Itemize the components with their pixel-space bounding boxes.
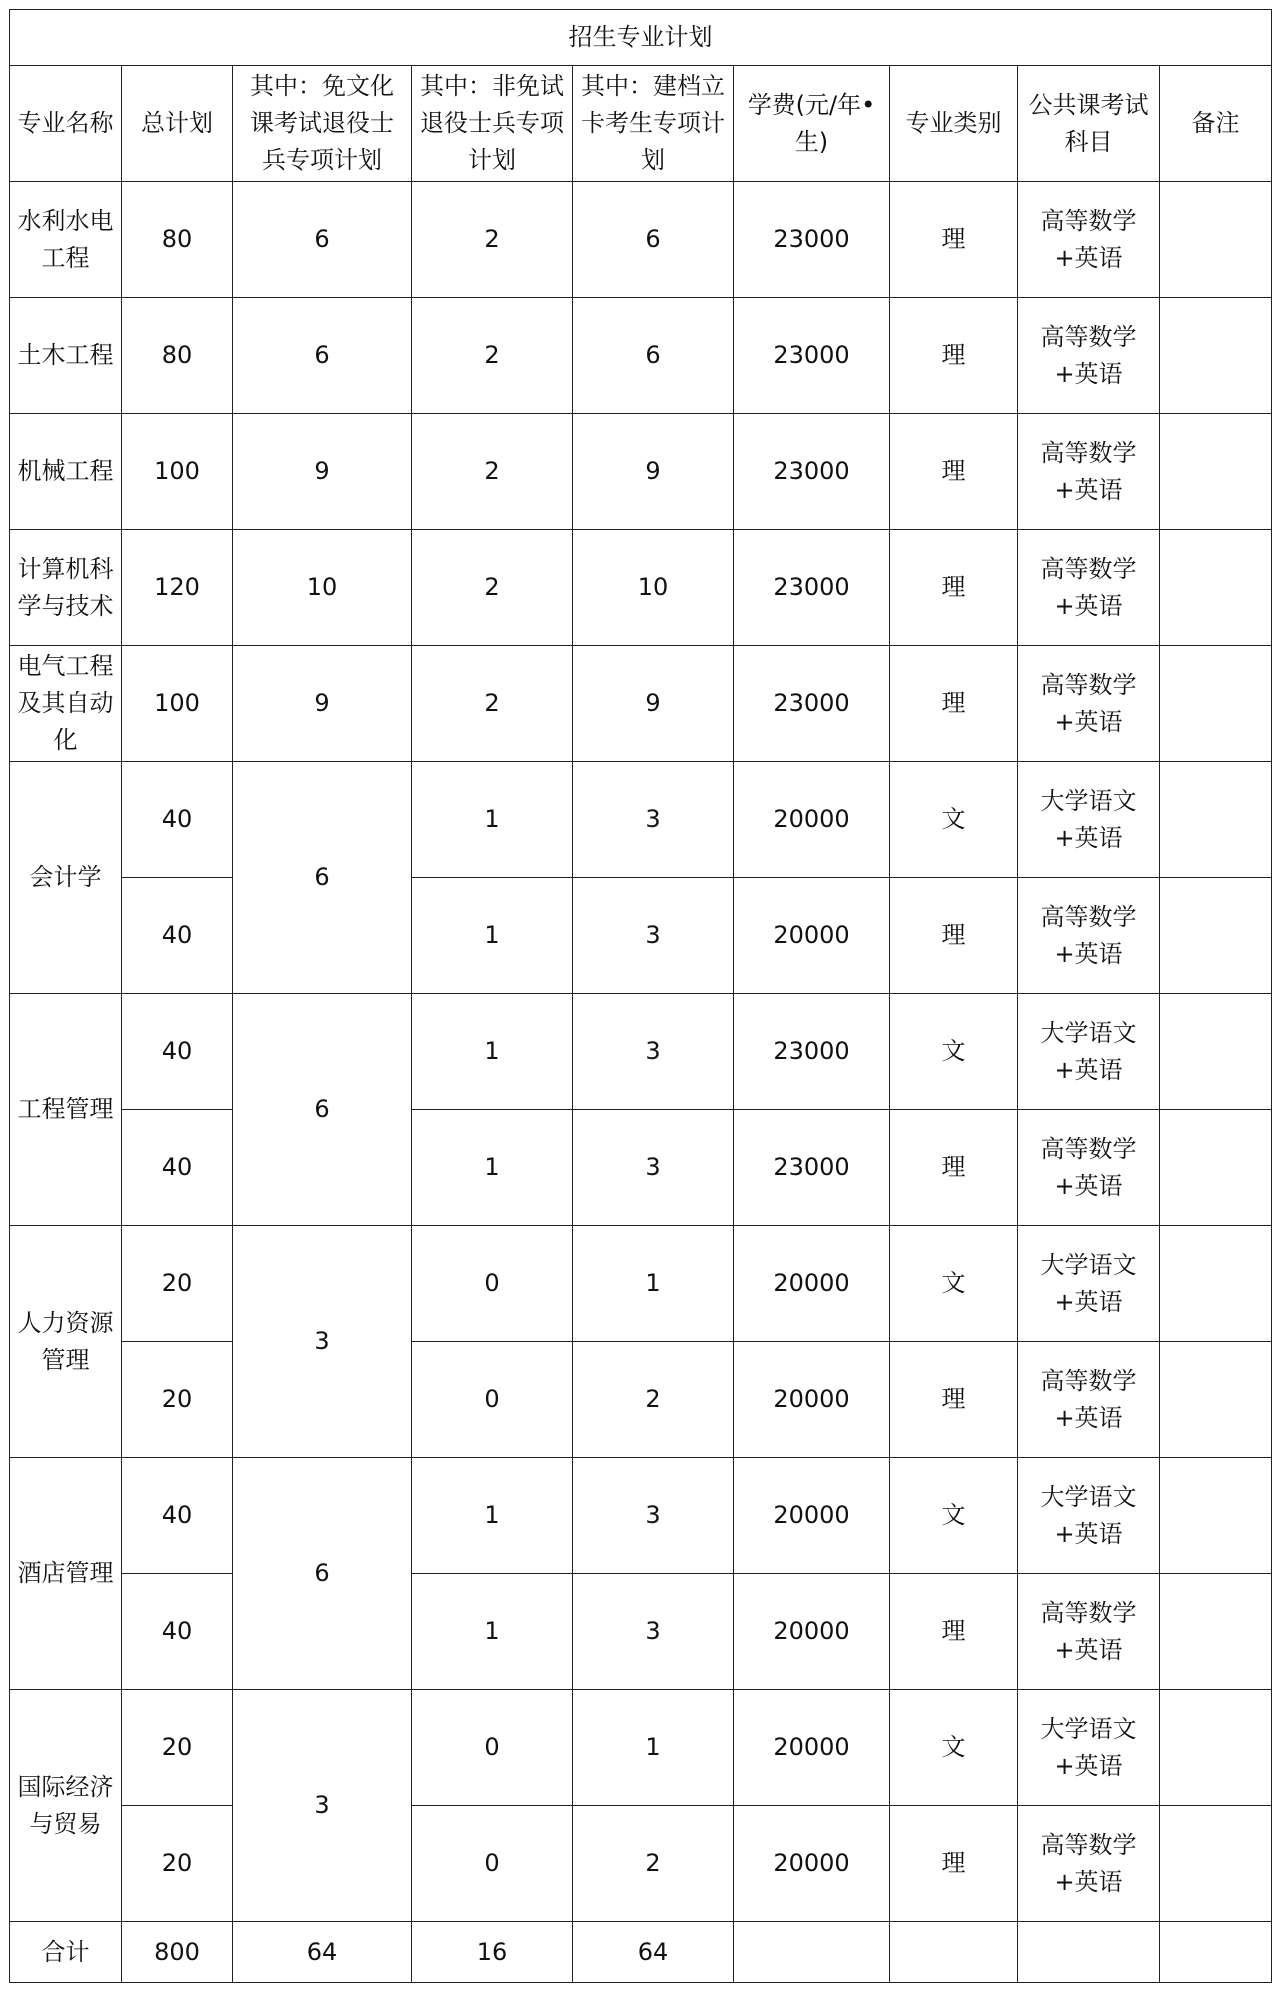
table-row <box>10 762 1272 878</box>
exam-subjects: 高等数学+英语 <box>1018 414 1160 530</box>
exam-subjects: 高等数学+英语 <box>1018 298 1160 414</box>
note <box>1160 994 1272 1110</box>
veteran-nonexempt-plan: 0 <box>412 1342 573 1458</box>
table-row <box>10 298 1272 414</box>
poverty-plan: 2 <box>573 1342 734 1458</box>
header-major: 专业名称 <box>10 66 122 182</box>
total-plan: 20 <box>122 1690 233 1806</box>
major-category: 文 <box>890 1226 1018 1342</box>
major-name: 计算机科学与技术 <box>10 530 122 646</box>
note <box>1160 878 1272 994</box>
poverty-plan: 3 <box>573 994 734 1110</box>
major-category: 理 <box>890 1342 1018 1458</box>
tuition: 20000 <box>734 1806 890 1922</box>
veteran-nonexempt-plan: 2 <box>412 530 573 646</box>
exam-subjects: 高等数学+英语 <box>1018 646 1160 762</box>
enrollment-plan-table <box>9 9 1272 1983</box>
table-row <box>10 182 1272 298</box>
category-total <box>890 1922 1018 1983</box>
exam-subjects: 高等数学+英语 <box>1018 1110 1160 1226</box>
poverty-plan: 10 <box>573 530 734 646</box>
poverty-sum: 64 <box>573 1922 734 1983</box>
total-plan: 100 <box>122 414 233 530</box>
note <box>1160 1458 1272 1574</box>
header-category: 专业类别 <box>890 66 1018 182</box>
total-plan: 40 <box>122 994 233 1110</box>
note <box>1160 1342 1272 1458</box>
poverty-plan: 1 <box>573 1226 734 1342</box>
note <box>1160 530 1272 646</box>
table-row <box>10 1574 1272 1690</box>
veteran-nonexempt-plan: 1 <box>412 994 573 1110</box>
total-plan-sum: 800 <box>122 1922 233 1983</box>
exam-total <box>1018 1922 1160 1983</box>
exam-subjects: 高等数学+英语 <box>1018 1806 1160 1922</box>
major-category: 理 <box>890 1574 1018 1690</box>
major-category: 文 <box>890 1458 1018 1574</box>
exam-subjects: 高等数学+英语 <box>1018 530 1160 646</box>
poverty-plan: 3 <box>573 762 734 878</box>
veteran-exempt-plan: 6 <box>233 762 412 994</box>
veteran-nonexempt-plan: 1 <box>412 762 573 878</box>
header-poverty-plan: 其中：建档立卡考生专项计划 <box>573 66 734 182</box>
table-row <box>10 414 1272 530</box>
veteran-exempt-plan: 6 <box>233 1458 412 1690</box>
tuition: 23000 <box>734 646 890 762</box>
major-name: 酒店管理 <box>10 1458 122 1690</box>
exam-subjects: 大学语文+英语 <box>1018 1458 1160 1574</box>
total-label: 合计 <box>10 1922 122 1983</box>
veteran-nonexempt-plan: 1 <box>412 878 573 994</box>
major-category: 理 <box>890 1806 1018 1922</box>
major-name: 电气工程及其自动化 <box>10 646 122 762</box>
poverty-plan: 9 <box>573 646 734 762</box>
veteran-nonexempt-plan: 1 <box>412 1574 573 1690</box>
table-row <box>10 1342 1272 1458</box>
major-category: 理 <box>890 298 1018 414</box>
poverty-plan: 6 <box>573 298 734 414</box>
note <box>1160 1690 1272 1806</box>
major-category: 理 <box>890 1110 1018 1226</box>
veteran-exempt-plan: 3 <box>233 1690 412 1922</box>
table-title: 招生专业计划 <box>10 10 1272 66</box>
table-row <box>10 530 1272 646</box>
note-total <box>1160 1922 1272 1983</box>
tuition: 20000 <box>734 878 890 994</box>
header-veteran-exempt-plan: 其中：免文化课考试退役士兵专项计划 <box>233 66 412 182</box>
veteran-nonexempt-plan: 1 <box>412 1110 573 1226</box>
table-row <box>10 1110 1272 1226</box>
note <box>1160 1226 1272 1342</box>
veteran-exempt-plan: 9 <box>233 414 412 530</box>
veteran-exempt-plan: 6 <box>233 182 412 298</box>
major-category: 理 <box>890 646 1018 762</box>
total-plan: 40 <box>122 1574 233 1690</box>
enrollment-plan <box>9 9 1271 1983</box>
header-note: 备注 <box>1160 66 1272 182</box>
poverty-plan: 3 <box>573 1574 734 1690</box>
total-plan: 100 <box>122 646 233 762</box>
total-plan: 40 <box>122 878 233 994</box>
note <box>1160 1574 1272 1690</box>
exam-subjects: 大学语文+英语 <box>1018 1690 1160 1806</box>
tuition: 20000 <box>734 1458 890 1574</box>
tuition: 23000 <box>734 530 890 646</box>
note <box>1160 646 1272 762</box>
poverty-plan: 1 <box>573 1690 734 1806</box>
total-plan: 40 <box>122 1458 233 1574</box>
tuition: 20000 <box>734 762 890 878</box>
poverty-plan: 6 <box>573 182 734 298</box>
veteran-exempt-plan: 6 <box>233 298 412 414</box>
table-row <box>10 1226 1272 1342</box>
tuition: 20000 <box>734 1690 890 1806</box>
major-name: 国际经济与贸易 <box>10 1690 122 1922</box>
exam-subjects: 大学语文+英语 <box>1018 762 1160 878</box>
total-row <box>10 1922 1272 1983</box>
veteran-nonexempt-plan: 1 <box>412 1458 573 1574</box>
major-name: 机械工程 <box>10 414 122 530</box>
poverty-plan: 9 <box>573 414 734 530</box>
header-tuition: 学费(元/年•生) <box>734 66 890 182</box>
poverty-plan: 3 <box>573 878 734 994</box>
tuition: 23000 <box>734 994 890 1110</box>
note <box>1160 762 1272 878</box>
veteran-nonexempt-plan: 0 <box>412 1690 573 1806</box>
tuition: 23000 <box>734 414 890 530</box>
major-category: 文 <box>890 1690 1018 1806</box>
tuition: 20000 <box>734 1342 890 1458</box>
poverty-plan: 2 <box>573 1806 734 1922</box>
exam-subjects: 高等数学+英语 <box>1018 878 1160 994</box>
major-name: 人力资源管理 <box>10 1226 122 1458</box>
major-category: 理 <box>890 414 1018 530</box>
veteran-nonexempt-plan: 0 <box>412 1226 573 1342</box>
major-name: 会计学 <box>10 762 122 994</box>
tuition: 23000 <box>734 298 890 414</box>
veteran-exempt-sum: 64 <box>233 1922 412 1983</box>
major-name: 工程管理 <box>10 994 122 1226</box>
veteran-nonexempt-plan: 0 <box>412 1806 573 1922</box>
total-plan: 20 <box>122 1806 233 1922</box>
table-row <box>10 1806 1272 1922</box>
table-row <box>10 646 1272 762</box>
total-plan: 40 <box>122 1110 233 1226</box>
table-row <box>10 994 1272 1110</box>
tuition: 23000 <box>734 182 890 298</box>
note <box>1160 1110 1272 1226</box>
exam-subjects: 高等数学+英语 <box>1018 182 1160 298</box>
total-plan: 80 <box>122 298 233 414</box>
exam-subjects: 大学语文+英语 <box>1018 1226 1160 1342</box>
tuition: 23000 <box>734 1110 890 1226</box>
major-category: 文 <box>890 994 1018 1110</box>
veteran-nonexempt-sum: 16 <box>412 1922 573 1983</box>
veteran-nonexempt-plan: 2 <box>412 414 573 530</box>
note <box>1160 1806 1272 1922</box>
veteran-nonexempt-plan: 2 <box>412 298 573 414</box>
tuition: 20000 <box>734 1226 890 1342</box>
header-row <box>10 66 1272 182</box>
note <box>1160 182 1272 298</box>
exam-subjects: 高等数学+英语 <box>1018 1574 1160 1690</box>
table-row <box>10 1690 1272 1806</box>
total-plan: 20 <box>122 1226 233 1342</box>
veteran-exempt-plan: 6 <box>233 994 412 1226</box>
veteran-exempt-plan: 10 <box>233 530 412 646</box>
total-plan: 80 <box>122 182 233 298</box>
major-category: 理 <box>890 530 1018 646</box>
tuition: 20000 <box>734 1574 890 1690</box>
header-veteran-nonexempt-plan: 其中：非免试退役士兵专项计划 <box>412 66 573 182</box>
total-plan: 120 <box>122 530 233 646</box>
table-row <box>10 1458 1272 1574</box>
veteran-exempt-plan: 3 <box>233 1226 412 1458</box>
major-category: 理 <box>890 878 1018 994</box>
veteran-nonexempt-plan: 2 <box>412 182 573 298</box>
header-exam-subjects: 公共课考试科目 <box>1018 66 1160 182</box>
note <box>1160 414 1272 530</box>
poverty-plan: 3 <box>573 1110 734 1226</box>
table-row <box>10 878 1272 994</box>
exam-subjects: 高等数学+英语 <box>1018 1342 1160 1458</box>
veteran-exempt-plan: 9 <box>233 646 412 762</box>
major-name: 水利水电工程 <box>10 182 122 298</box>
poverty-plan: 3 <box>573 1458 734 1574</box>
exam-subjects: 大学语文+英语 <box>1018 994 1160 1110</box>
major-category: 理 <box>890 182 1018 298</box>
tuition-total <box>734 1922 890 1983</box>
note <box>1160 298 1272 414</box>
veteran-nonexempt-plan: 2 <box>412 646 573 762</box>
major-name: 土木工程 <box>10 298 122 414</box>
major-category: 文 <box>890 762 1018 878</box>
header-total-plan: 总计划 <box>122 66 233 182</box>
total-plan: 40 <box>122 762 233 878</box>
total-plan: 20 <box>122 1342 233 1458</box>
